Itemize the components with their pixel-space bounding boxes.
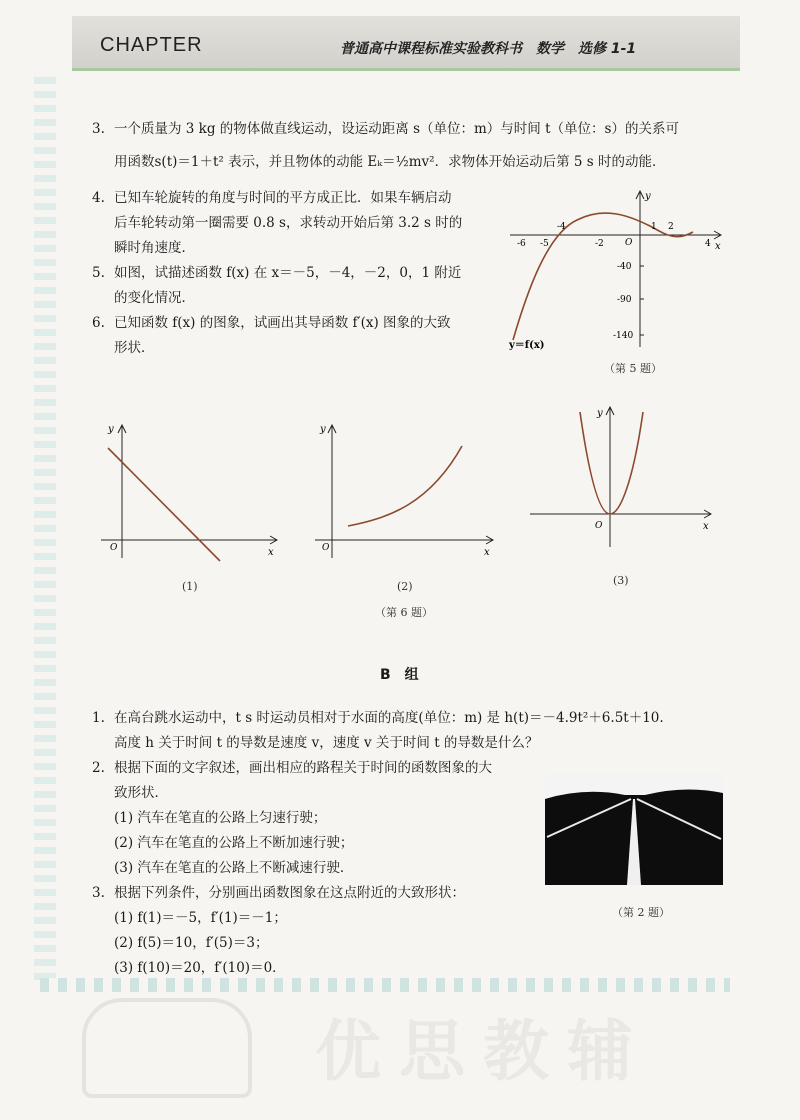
fig6-2-y-label: y bbox=[320, 424, 326, 435]
problem-b2-item1: (1) 汽车在笔直的公路上匀速行驶； bbox=[114, 810, 327, 826]
fig5-x-label: x bbox=[715, 241, 721, 252]
road-photo bbox=[545, 773, 723, 885]
fig5-ytick-2: -90 bbox=[617, 295, 632, 305]
problem-b2-item3: (3) 汽车在笔直的公路上不断减速行驶． bbox=[114, 860, 354, 876]
fig6-1-origin: O bbox=[110, 543, 118, 553]
problem-3-line1: 3. 一个质量为 3 kg 的物体做直线运动，设运动距离 s（单位：m）与时间 t（单位：s）的关系可 bbox=[92, 121, 679, 137]
fig6-1-line bbox=[108, 448, 220, 561]
problem-b3-item2: (2) f(5)＝10，f′(5)＝3； bbox=[114, 935, 269, 951]
problem-b2-line1: 2. 根据下面的文字叙述，画出相应的路程关于时间的函数图象的大 bbox=[92, 760, 492, 776]
problem-4-line3: 瞬时角速度． bbox=[114, 240, 195, 256]
fig5-y-label: y bbox=[645, 191, 651, 202]
problem-5-line2: 的变化情况． bbox=[114, 290, 195, 306]
fig6-3-y-label: y bbox=[597, 408, 603, 419]
road-photo-drawing bbox=[545, 773, 723, 885]
fig5-xtick-6: 2 bbox=[668, 222, 674, 232]
figure-6-1-caption: (1) bbox=[182, 580, 198, 593]
fig5-origin: O bbox=[625, 238, 633, 248]
fig5-xtick-5: 1 bbox=[651, 222, 657, 232]
fig5-xtick-3: -4 bbox=[557, 222, 566, 232]
fig5-ytick-3: -140 bbox=[613, 331, 634, 341]
problem-b2-item2: (2) 汽车在笔直的公路上不断加速行驶； bbox=[114, 835, 354, 851]
figure-6-3-caption: (3) bbox=[613, 574, 629, 587]
fig5-xtick-1: -6 bbox=[517, 239, 526, 249]
problem-5-line1: 5. 如图，试描述函数 f(x) 在 x＝－5，－4，－2，0，1 附近 bbox=[92, 265, 462, 281]
problem-3-line2: 用函数s(t)＝1＋t² 表示，并且物体的动能 Eₖ＝½mv²．求物体开始运动后第 5 s 时的动能． bbox=[114, 154, 666, 170]
fig5-curve bbox=[513, 213, 693, 340]
decorative-strip-left bbox=[34, 70, 56, 980]
fig5-xtick-7: 4 bbox=[705, 239, 711, 249]
problem-b1-line1: 1. 在高台跳水运动中，t s 时运动员相对于水面的高度(单位：m) 是 h(t)＝－4.9t²＋6.5t＋10. bbox=[92, 710, 664, 726]
book-title: 普通高中课程标准实验教科书 数学 选修 1-1 bbox=[340, 41, 637, 57]
problem-b2-line2: 致形状． bbox=[114, 785, 168, 801]
decorative-strip-bottom bbox=[40, 978, 730, 992]
fig6-2-origin: O bbox=[322, 543, 330, 553]
section-b-title: B 组 bbox=[380, 667, 419, 683]
fig6-1-y-label: y bbox=[108, 424, 114, 435]
problem-b3-item3: (3) f(10)＝20，f′(10)＝0． bbox=[114, 960, 286, 976]
problem-b3-item1: (1) f(1)＝－5，f′(1)＝－1； bbox=[114, 910, 287, 926]
fig6-3-x-label: x bbox=[703, 521, 709, 532]
fig5-xtick-4: -2 bbox=[595, 239, 604, 249]
figure-b2-caption: （第 2 题） bbox=[612, 906, 670, 919]
figure-5-caption: （第 5 题） bbox=[604, 362, 662, 375]
fig6-3-curve bbox=[580, 412, 643, 514]
watermark-logo bbox=[82, 998, 252, 1098]
problem-6-line2: 形状． bbox=[114, 340, 155, 356]
watermark-text: 优思教辅 bbox=[315, 1013, 651, 1090]
fig6-2-x-label: x bbox=[484, 547, 490, 558]
problem-b3-line1: 3. 根据下列条件，分别画出函数图象在这点附近的大致形状： bbox=[92, 885, 465, 901]
figure-6-2-graph bbox=[310, 418, 500, 568]
figure-6-2-caption: (2) bbox=[397, 580, 413, 593]
fig5-ytick-1: -40 bbox=[617, 262, 632, 272]
chapter-label: CHAPTER bbox=[100, 34, 203, 56]
figure-6-3-graph bbox=[525, 402, 725, 552]
problem-b1-line2: 高度 h 关于时间 t 的导数是速度 v，速度 v 关于时间 t 的导数是什么？ bbox=[114, 735, 539, 751]
problem-4-line1: 4. 已知车轮旋转的角度与时间的平方成正比．如果车辆启动 bbox=[92, 190, 452, 206]
fig6-1-x-label: x bbox=[268, 547, 274, 558]
figure-6-caption: （第 6 题） bbox=[375, 606, 433, 619]
problem-4-line2: 后车轮转动第一圈需要 0.8 s，求转动开始后第 3.2 s 时的 bbox=[114, 215, 463, 231]
figure-6-1-graph bbox=[96, 418, 286, 568]
fig6-2-curve bbox=[348, 446, 462, 526]
fig5-xtick-2: -5 bbox=[540, 239, 549, 249]
fig6-3-origin: O bbox=[595, 521, 603, 531]
fig5-func-label: y＝f(x) bbox=[509, 340, 545, 351]
problem-6-line1: 6. 已知函数 f(x) 的图象，试画出其导函数 f′(x) 图象的大致 bbox=[92, 315, 451, 331]
figure-5-graph bbox=[505, 182, 735, 352]
